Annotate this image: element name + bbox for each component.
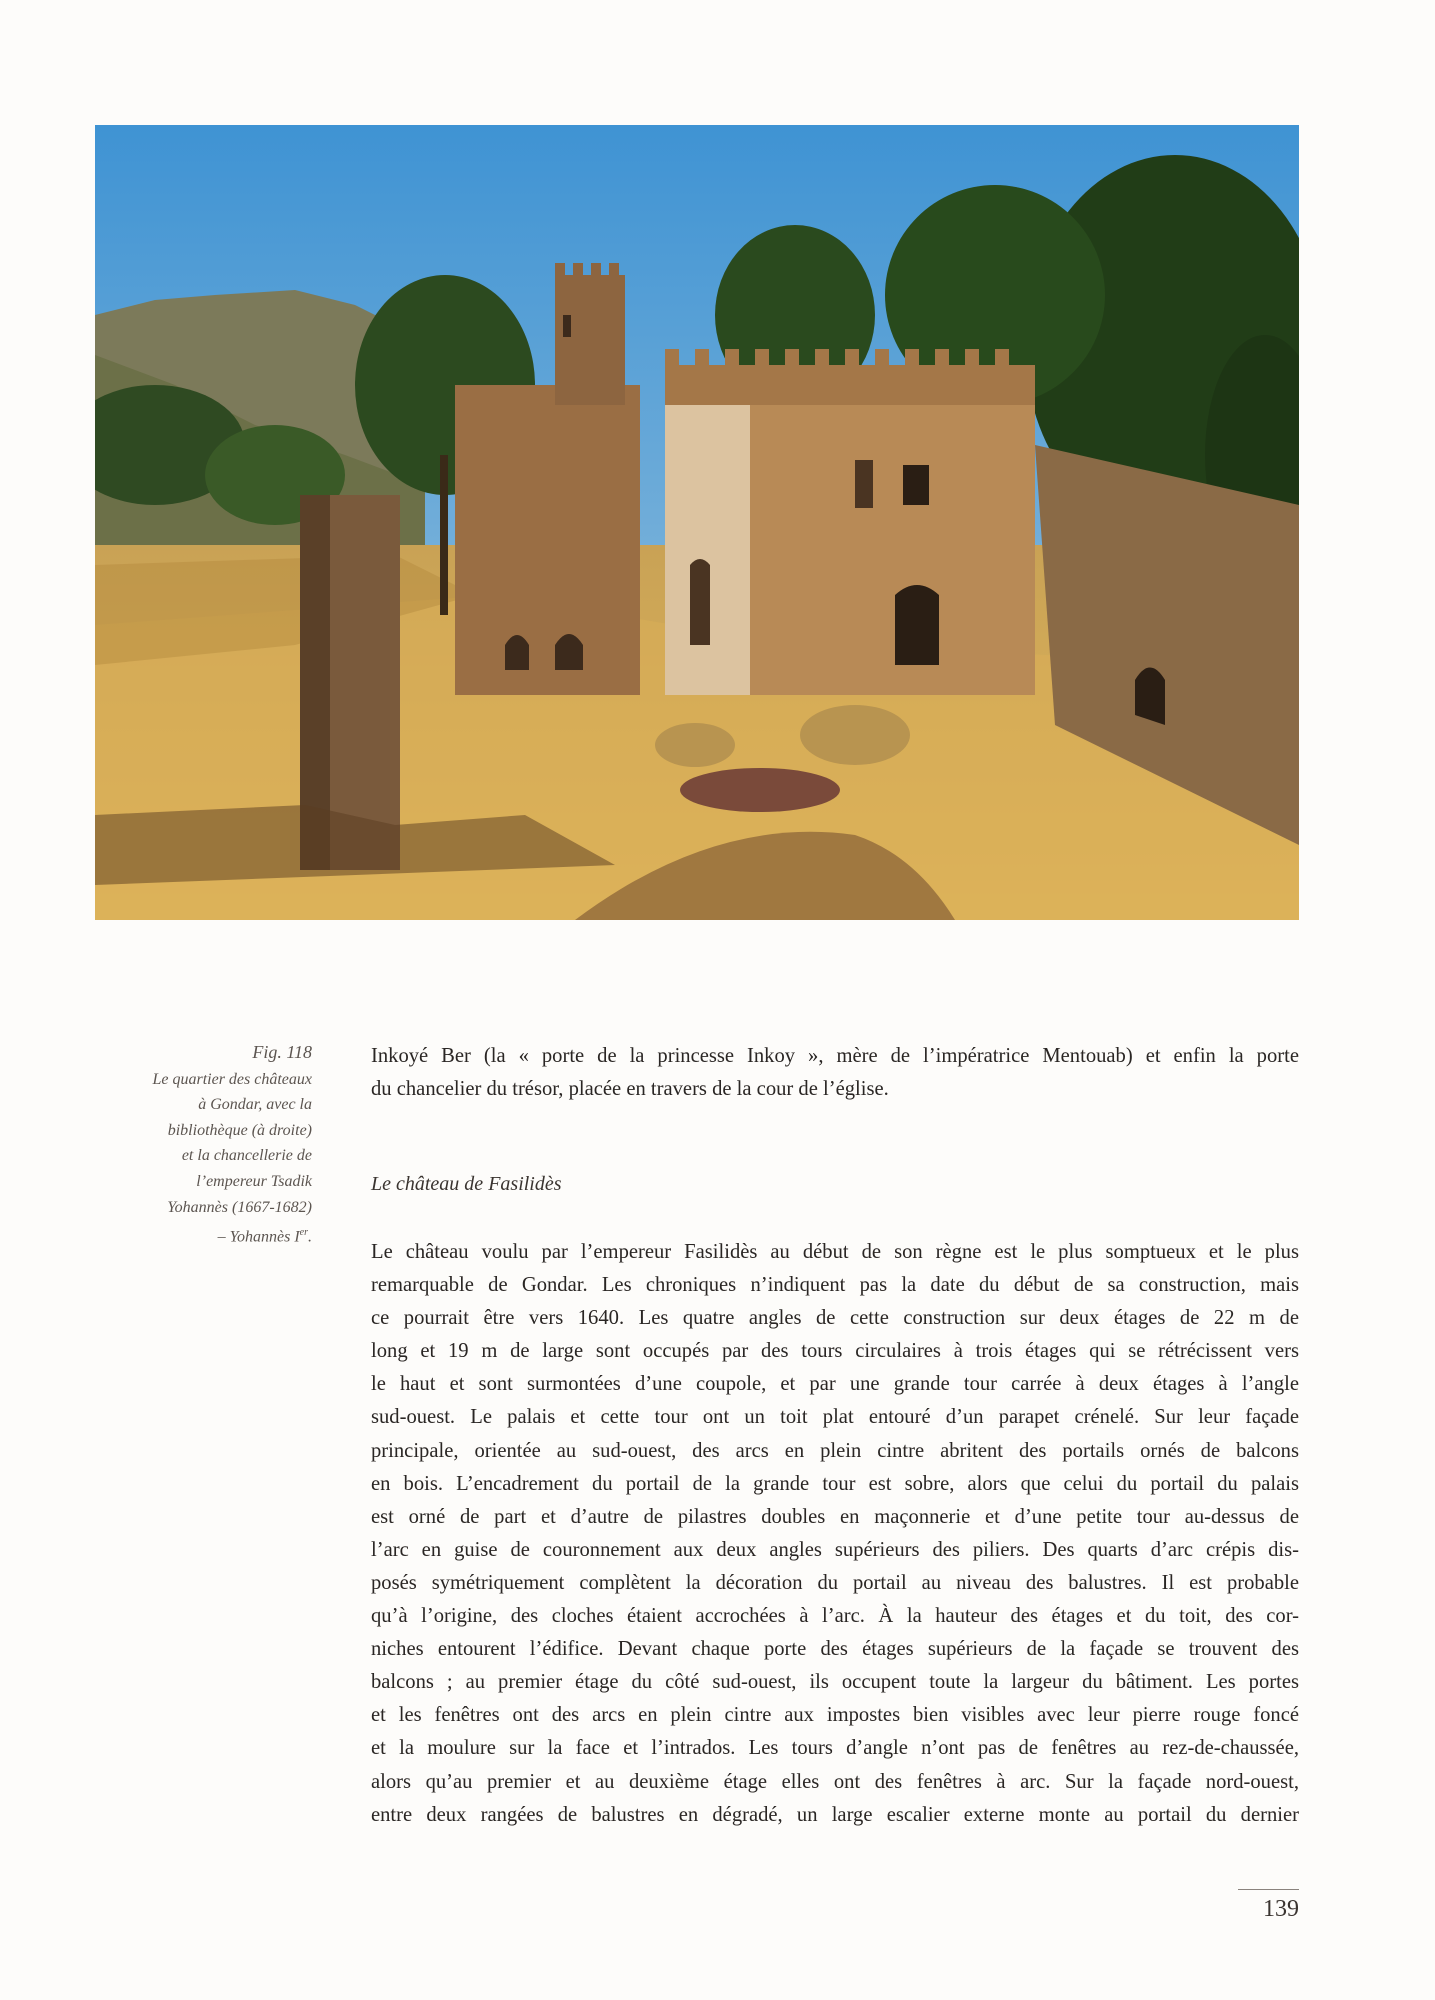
text-line: entre deux rangées de balustres en dégradé, un large escalier externe monte au portail du dernier	[371, 1803, 1299, 1826]
caption-line: Le quartier des châteaux	[152, 1070, 312, 1088]
text-line: en bois. L’encadrement du portail de la grande tour est sobre, alors que celui du portail du palais	[371, 1472, 1299, 1495]
caption-line-last	[110, 1220, 312, 1250]
castle-photo-illustration	[95, 125, 1299, 920]
text-line: niches entourent l’édifice. Devant chaque porte des étages supérieurs de la façade se trouvent des	[371, 1638, 1299, 1661]
castle-photo	[95, 125, 1299, 920]
page-number: 139	[1263, 1896, 1299, 1922]
text-line: alors qu’au premier et au deuxième étage elles ont des fenêtres à arc. Sur la façade nord-ouest,	[371, 1770, 1299, 1793]
text-line: sud-ouest. Le palais et cette tour ont un toit plat entouré d’un parapet crénelé. Sur leur façade	[371, 1406, 1299, 1429]
text-line: le haut et sont surmontées d’une coupole, et par une grande tour carrée à deux étages à l’angle	[371, 1373, 1299, 1396]
caption-line: l’empereur Tsadik	[196, 1172, 312, 1190]
text-line: du chancelier du trésor, placée en travers de la cour de l’église.	[371, 1078, 889, 1101]
text-line: et les fenêtres ont des arcs en plein cintre aux impostes bien visibles avec leur pierre rouge foncé	[371, 1704, 1299, 1727]
body-paragraph	[371, 1236, 1299, 1832]
text-line: est orné de part et d’autre de pilastres doubles en maçonnerie et d’une petite tour au-dessus de	[371, 1505, 1299, 1528]
figure-number: Fig. 118	[252, 1042, 312, 1062]
caption-line: bibliothèque (à droite)	[167, 1121, 312, 1139]
text-line: et la moulure sur la face et l’intrados. Les tours d’angle n’ont pas de fenêtres au rez-de-chaussée,	[371, 1737, 1299, 1760]
text-line: remarquable de Gondar. Les chroniques n’indiquent pas la date du début de sa construction, mais	[371, 1274, 1299, 1297]
text-line: posés symétriquement complètent la décoration du portail au niveau des balustres. Il est probable	[371, 1571, 1299, 1594]
intro-paragraph	[371, 1040, 1299, 1106]
page-number-rule	[1238, 1889, 1299, 1890]
caption-period: .	[308, 1228, 312, 1246]
section-heading: Le château de Fasilidès	[371, 1173, 562, 1195]
caption-line: – Yohannès I	[217, 1228, 300, 1246]
text-line: principale, orientée au sud-ouest, des arcs en plein cintre abritent des portails ornés de balcons	[371, 1439, 1299, 1462]
text-line: Inkoyé Ber (la « porte de la princesse Inkoy », mère de l’impératrice Mentouab) et enfin la porte	[371, 1045, 1299, 1067]
caption-line: à Gondar, avec la	[198, 1096, 312, 1114]
figure-caption	[110, 1040, 312, 1250]
caption-superscript: er	[299, 1227, 308, 1239]
caption-line: Yohannès (1667-1682)	[167, 1198, 312, 1216]
text-line: qu’à l’origine, des cloches étaient accrochées à l’arc. À la hauteur des étages et du toit, des cor-	[371, 1605, 1299, 1628]
text-line: long et 19 m de large sont occupés par des tours circulaires à trois étages qui se rétrécissent vers	[371, 1340, 1299, 1363]
text-line: ce pourrait être vers 1640. Les quatre angles de cette construction sur deux étages de 22 m de	[371, 1307, 1299, 1330]
text-line: Le château voulu par l’empereur Fasilidès au début de son règne est le plus somptueux et le plus	[371, 1241, 1299, 1263]
text-line: balcons ; au premier étage du côté sud-ouest, ils occupent toute la largeur du bâtiment. Les portes	[371, 1671, 1299, 1694]
text-line: l’arc en guise de couronnement aux deux angles supérieurs des piliers. Des quarts d’arc crépis dis-	[371, 1538, 1299, 1561]
caption-line: et la chancellerie de	[181, 1147, 312, 1165]
